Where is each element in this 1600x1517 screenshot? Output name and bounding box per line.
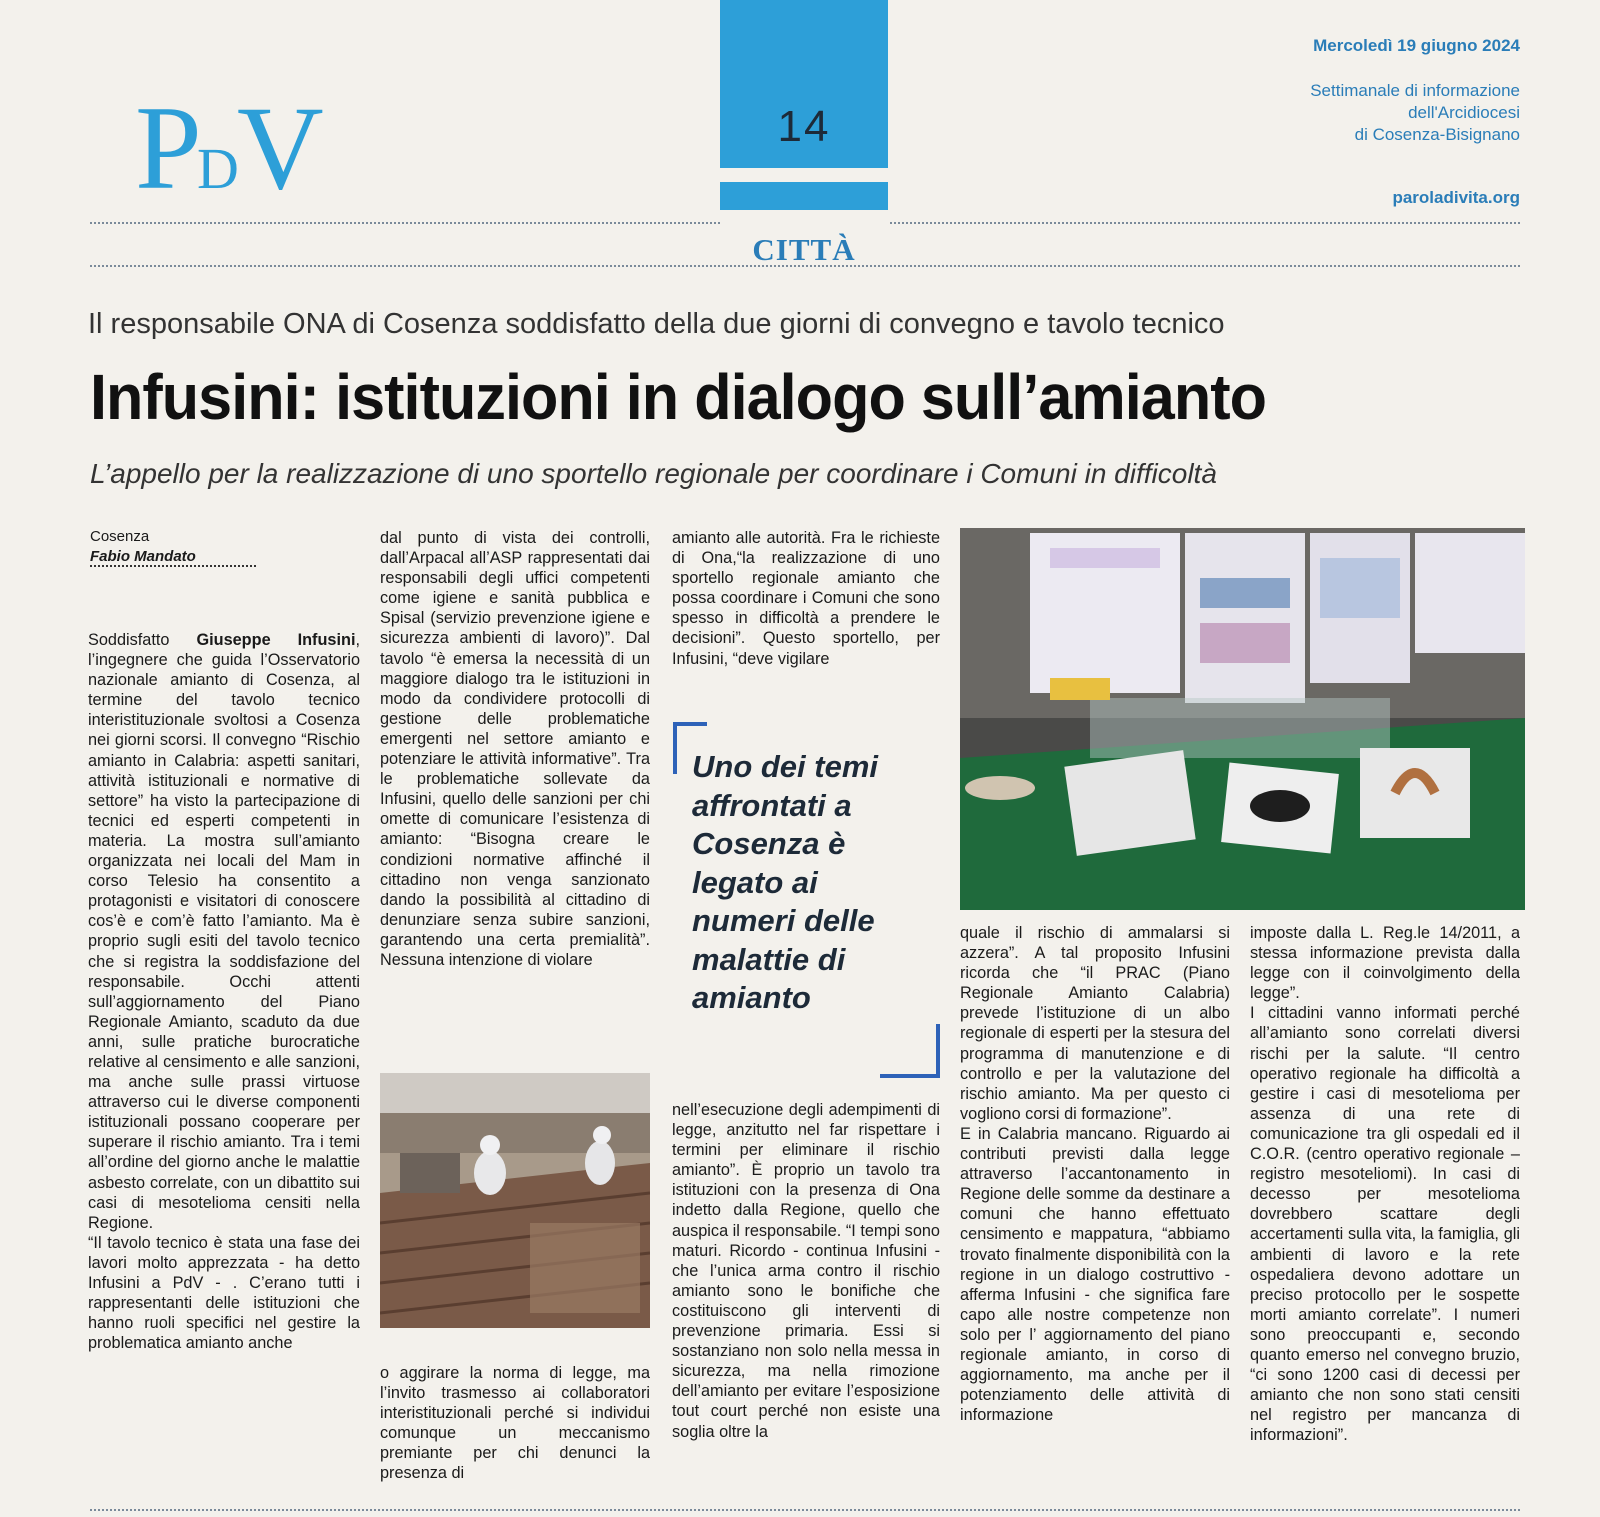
page-number-bar (720, 182, 888, 210)
paragraph: “Il tavolo tecnico è stata una fase dei lavori molto apprezzata - ha detto Infusini a PdV - . C’erano tutti i rappresentanti delle istituzioni che hanno ruoli specifici nel gestire la problematica amianto anche (88, 1233, 360, 1353)
description-line: di Cosenza-Bisignano (1354, 125, 1520, 144)
paragraph: amianto alle autorità. Fra le richieste di Ona,“la realizzazione di uno sportello regionale amianto che possa coordinare i Comuni che sono spesso in difficoltà a prendere le decisioni”. Questo sportello, per Infusini, “deve vigilare (672, 529, 940, 668)
publication-description (1310, 80, 1520, 146)
article-column-3-top (672, 528, 940, 688)
description-line: Settimanale di informazione (1310, 81, 1520, 100)
logo-letter-d: D (197, 136, 239, 201)
paragraph: o aggirare la norma di legge, ma l’invito trasmesso ai collaboratori interistituzionali perché si individui comunque un meccanismo premiante per chi denunci la presenza di (380, 1364, 650, 1483)
page-number-box (720, 0, 888, 168)
section-label: CITTÀ (752, 232, 856, 267)
logo-letter-p: P (135, 81, 202, 210)
paragraph: nell’esecuzione degli adempimenti di legge, anzitutto nel far rispettare i termini per eliminare il rischio amianto”. È proprio un tavolo tra istituzioni con la presenza di Ona indetto dalla Regione, quello che auspica il responsabile. “I tempi sono maturi. Ricordo - continua Infusini - che l’unica arma contro il rischio amianto sono le bonifiche che costituiscono gli interventi di prevenzione primaria. Essi si sostanziano non solo nella messa in sicurezza, ma nella rimozione dell’amianto per evitare l’esposizione tout court perché non esiste una soglia oltre la (672, 1101, 940, 1441)
paragraph: dal punto di vista dei controlli, dall’Arpacal all’ASP rappresentati dai responsabili degli uffici competenti come igiene e sanità pubblica e Spisal (servizio prevenzione igiene e sicurezza ambienti di lavoro)”. Dal tavolo “è emersa la necessità di un maggiore dialogo tra le istituzioni in modo da condividere protocolli di gestione delle problematiche emergenti nel settore amianto e potenziare le attività informative”. Tra le problematiche sollevate da Infusini, quello delle sanzioni per chi omette di comunicare l’esistenza di amianto: “Bisogna creare le condizioni normative affinché il cittadino non venga sanzionato dando la possibilità al cittadino di denunziare senza subire sanzioni, garantendo una certa premialità”. Nessuna intenzione di violare (380, 529, 650, 969)
article-kicker: Il responsabile ONA di Cosenza soddisfatto della due giorni di convegno e tavolo tecnico (88, 308, 1225, 340)
paragraph: quale il rischio di ammalarsi si azzera”. A tal proposito Infusini ricorda che “il PRAC (Piano Regionale Amianto Calabria) prevede l’istituzione di un albo regionale di esperti per la stesura del programma di manutenzione e di controllo e per la valutazione del rischio amianto. Ma per questo ci vogliono corsi di formazione”. (960, 924, 1230, 1123)
logo-letter-v: V (237, 81, 324, 210)
website-link[interactable]: paroladivita.org (1392, 188, 1520, 207)
dateline-place: Cosenza (90, 528, 150, 545)
paragraph: I cittadini vanno informati perché all’amianto sono correlati diversi rischi per la salute. “Il centro operativo regionale ha difficoltà a gestire i casi di mesotelioma per assenza di una rete di comunicazione tra gli ospedali ed il C.O.R. (centro operativo regionale – registro mesoteliomi). In casi di decesso per mesotelioma dovrebbero scattare degli accertamenti sulla vita, la famiglia, gli ambienti di lavoro e la rete ospedaliera devono adottare un preciso protocollo per le sospette morti amianto correlate”. I numeri sono preoccupanti e, secondo quanto emerso nel convegno bruzio, “ci sono 1200 casi di decessi per amianto che non sono stati censiti nel registro per mancanza di informazioni”. (1250, 1004, 1520, 1445)
divider (90, 222, 720, 224)
asbestos-exhibit-photo (960, 528, 1525, 910)
author-name: Fabio Mandato (90, 548, 256, 567)
paragraph: E in Calabria mancano. Riguardo ai contributi previsti dalla legge attraverso l’accantonamento in Regione delle somme da destinare a comuni che hanno effettuato censimento e mappatura, “abbiamo trovato finalmente disponibilità con la regione in un dialogo costruttivo - afferma Infusini - che significa fare capo alle nostre competenze non solo per l’ aggiornamento del piano regionale amianto, in corso di aggiornamento, ma anche per il potenziamento delle attività di informazione (960, 1124, 1230, 1425)
quote-bracket-close (880, 1024, 940, 1078)
divider (890, 222, 1520, 224)
article-column-2-bottom (380, 1363, 650, 1483)
pull-quote: Uno dei temi affrontati a Cosenza è legato ai numeri delle malattie di amianto (692, 749, 879, 1015)
paragraph: imposte dalla L. Reg.le 14/2011, a stessa informazione prevista dalla legge con il coinvolgimento della legge”. (1250, 924, 1520, 1003)
paragraph-text: , l’ingegnere che guida l’Osservatorio nazionale amianto di Cosenza, al termine del tavolo tecnico interistituzionale svoltosi a Cosenza nei giorni scorsi. Il convegno “Rischio amianto in Calabria: aspetti sanitari, attività istituzionali e normative di settore” ha visto la partecipazione di tecnici ed esperti competenti in materia. La mostra sull’amianto organizzata nei locali del Mam in corso Telesio ha consentito a protagonisti e visitatori di conoscere cos’è e com’è fatto l’amianto. Ma è proprio sugli esiti del tavolo tecnico che si registra la soddisfazione del responsabile. Occhi attenti sull’aggiornamento del Piano Regionale Amianto, scaduto da due anni, sulle pratiche burocratiche relative al censimento e alle sanzioni, ma anche sulle prassi virtuose attraverso cui le diverse componenti istituzionali possano cooperare per superare il rischio amianto. Tra i temi all’ordine del giorno anche le malattie asbesto correlate, con un dibattito sui casi di mesotelioma censiti nella Regione. (88, 631, 360, 1232)
paragraph (88, 630, 360, 1233)
asbestos-removal-photo (380, 1073, 650, 1328)
article-column-4 (960, 923, 1230, 1483)
pdv-logo (135, 70, 335, 210)
article-subhead: L’appello per la realizzazione di uno sportello regionale per coordinare i Comuni in difficoltà (90, 458, 1217, 489)
article-headline: Infusini: istituzioni in dialogo sull’amianto (90, 361, 1266, 433)
page-number: 14 (777, 102, 831, 151)
description-line: dell'Arcidiocesi (1408, 103, 1520, 122)
bottom-divider (90, 1509, 1520, 1511)
issue-date: Mercoledì 19 giugno 2024 (1313, 36, 1520, 55)
article-column-5 (1250, 923, 1520, 1483)
article-column-1 (88, 630, 360, 1490)
article-column-2-top (380, 528, 650, 1048)
article-column-3-bottom (672, 1100, 940, 1485)
lead-word: Soddisfatto (88, 631, 170, 649)
lead-name: Giuseppe Infusini (196, 631, 356, 649)
